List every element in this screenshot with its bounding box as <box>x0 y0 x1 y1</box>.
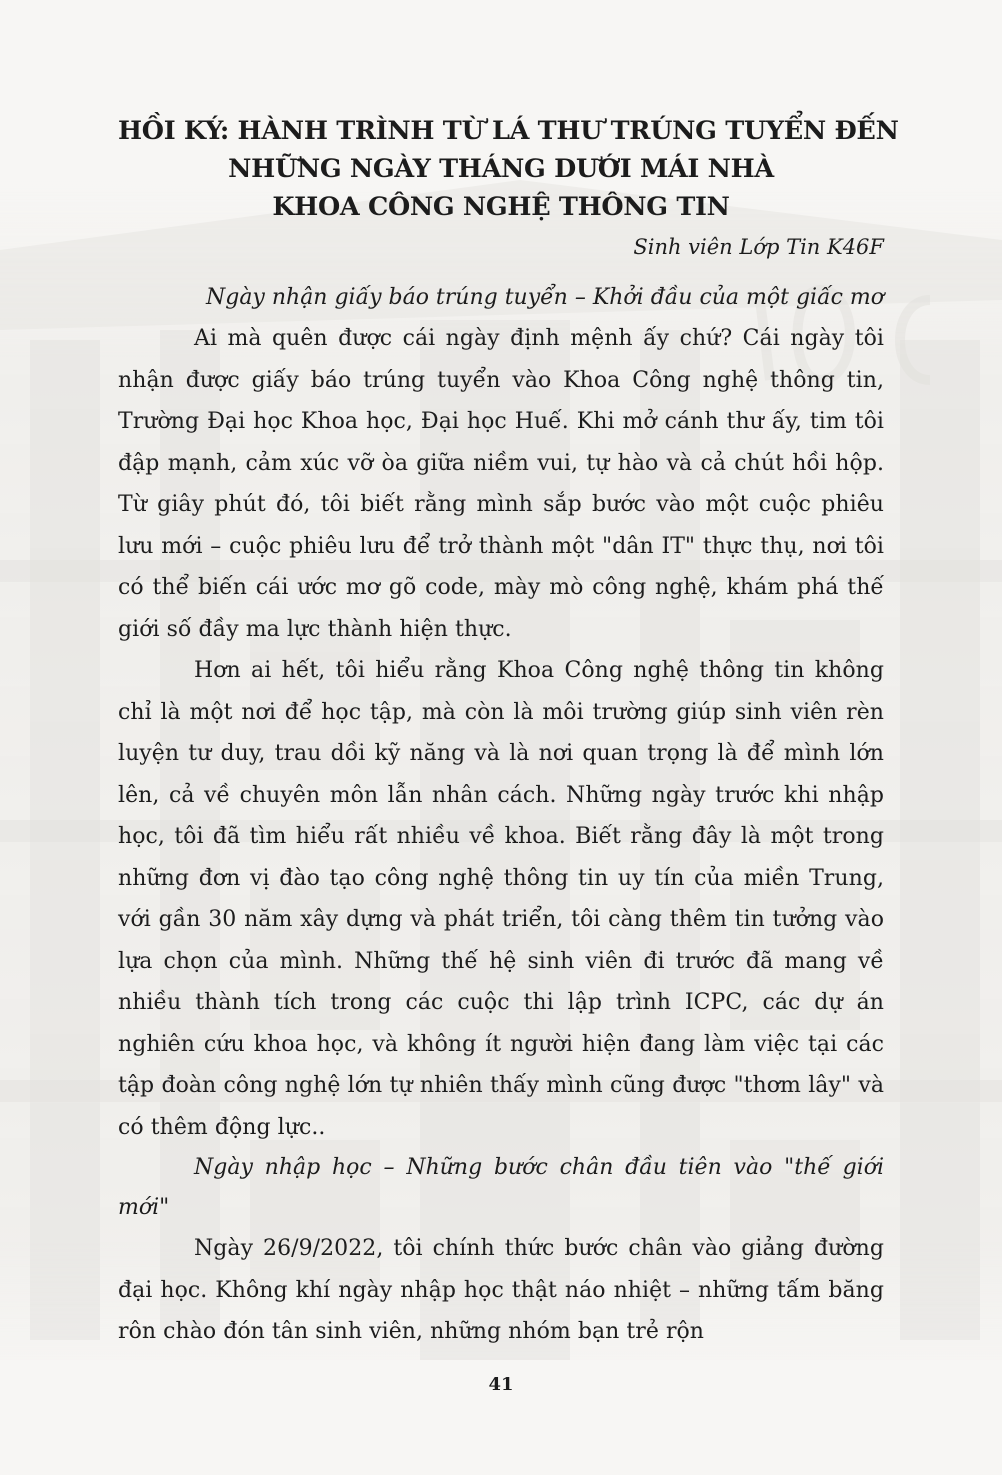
title-line-3: KHOA CÔNG NGHỆ THÔNG TIN <box>272 192 730 222</box>
paragraph-3: Ngày 26/9/2022, tôi chính thức bước chân vào giảng đường đại học. Không khí ngày nhập học thật náo nhiệt – những tấm băng rôn chào đón tân sinh viên, những nhóm bạn trẻ rộn <box>118 1236 884 1344</box>
title-line-1: HỒI KÝ: HÀNH TRÌNH TỪ LÁ THƯ TRÚNG TUYỂN ĐẾN <box>118 116 899 146</box>
document-body <box>118 112 899 1353</box>
section-heading-1: Ngày nhận giấy báo trúng tuyển – Khởi đầu của một giấc mơ <box>205 285 884 310</box>
paragraph-1: Ai mà quên được cái ngày định mệnh ấy chứ? Cái ngày tôi nhận được giấy báo trúng tuyển vào Khoa Công nghệ thông tin, Trường Đại học Khoa học, Đại học Huế. Khi mở cánh thư ấy, tim tôi đập mạnh, cảm xúc vỡ òa giữa niềm vui, tự hào và cả chút hồi hộp. Từ giây phút đó, tôi biết rằng mình sắp bước vào một cuộc phiêu lưu mới – cuộc phiêu lưu để trở thành một "dân IT" thực thụ, nơi tôi có thể biến cái ước mơ gõ code, mày mò công nghệ, khám phá thế giới số đầy ma lực thành hiện thực. <box>118 326 884 642</box>
author-byline: Sinh viên Lớp Tin K46F <box>633 235 884 259</box>
section-heading-2: Ngày nhập học – Những bước chân đầu tiên vào "thế giới mới" <box>118 1155 884 1220</box>
memoir-title <box>118 112 899 226</box>
title-line-2: NHỮNG NGÀY THÁNG DƯỚI MÁI NHÀ <box>228 154 774 184</box>
paragraph-2: Hơn ai hết, tôi hiểu rằng Khoa Công nghệ thông tin không chỉ là một nơi để học tập, mà còn là môi trường giúp sinh viên rèn luyện tư duy, trau dồi kỹ năng và là nơi quan trọng là để mình lớn lên, cả về chuyên môn lẫn nhân cách. Những ngày trước khi nhập học, tôi đã tìm hiểu rất nhiều về khoa. Biết rằng đây là một trong những đơn vị đào tạo công nghệ thông tin uy tín của miền Trung, với gần 30 năm xây dựng và phát triển, tôi càng thêm tin tưởng vào lựa chọn của mình. Những thế hệ sinh viên đi trước đã mang về nhiều thành tích trong các cuộc thi lập trình ICPC, các dự án nghiên cứu khoa học, và không ít người hiện đang làm việc tại các tập đoàn công nghệ lớn tự nhiên thấy mình cũng được "thơm lây" và có thêm động lực.. <box>118 658 884 1140</box>
page-number: 41 <box>488 1374 514 1395</box>
